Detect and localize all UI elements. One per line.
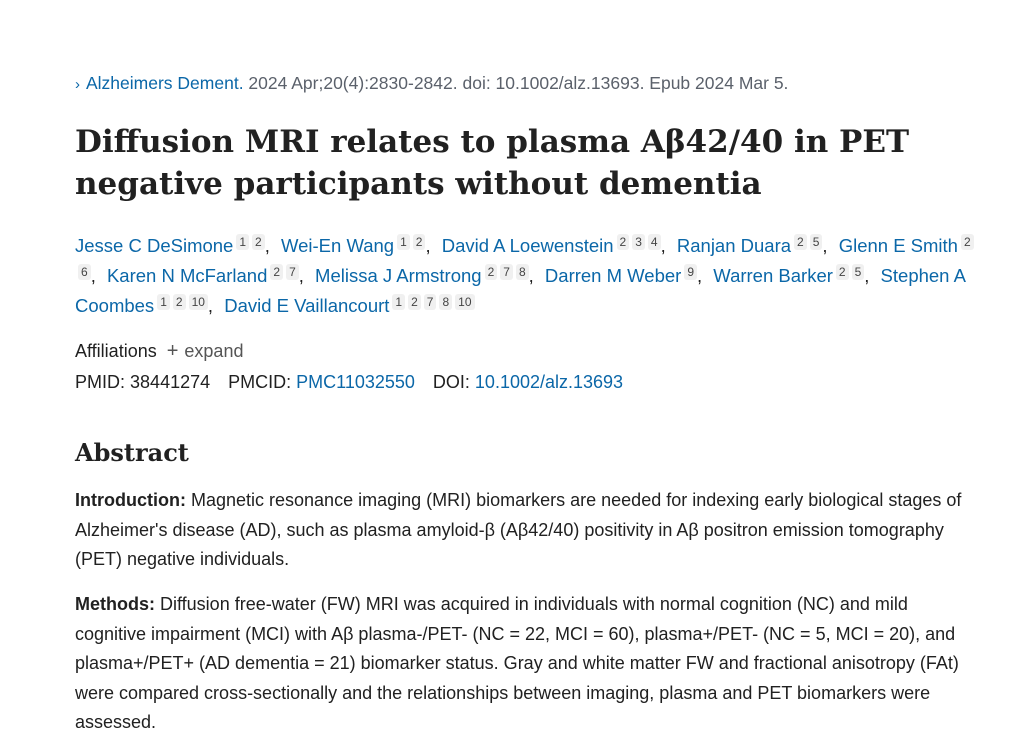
- author-link[interactable]: Darren M Weber: [544, 265, 682, 286]
- abstract-methods: [75, 590, 965, 738]
- expand-toggle[interactable]: expand: [184, 341, 244, 361]
- citation-line: [75, 73, 788, 94]
- author-item: [224, 295, 474, 316]
- introduction-label: Introduction:: [75, 490, 186, 510]
- author-link[interactable]: Stephen A Coombes: [75, 265, 965, 316]
- citation-details: 2024 Apr;20(4):2830-2842. doi: 10.1002/alz.13693. Epub 2024 Mar 5.: [243, 73, 789, 93]
- methods-label: Methods:: [75, 594, 155, 614]
- author-separator: ,: [264, 235, 270, 256]
- author-link[interactable]: Ranjan Duara: [676, 235, 792, 256]
- author-separator: ,: [697, 265, 703, 286]
- identifiers-row: [75, 372, 623, 393]
- affiliations-row[interactable]: [75, 340, 243, 363]
- affiliation-number[interactable]: 2: [270, 264, 283, 280]
- author-link[interactable]: David E Vaillancourt: [224, 295, 390, 316]
- author-item: [442, 235, 672, 256]
- affiliation-number[interactable]: 5: [852, 264, 865, 280]
- abstract-heading: Abstract: [75, 438, 189, 467]
- abstract-introduction: [75, 486, 965, 575]
- affiliation-number[interactable]: 7: [500, 264, 513, 280]
- author-link[interactable]: David A Loewenstein: [441, 235, 614, 256]
- author-separator: ,: [660, 235, 666, 256]
- affiliation-number[interactable]: 2: [794, 234, 807, 250]
- pmcid-link[interactable]: PMC11032550: [296, 372, 415, 392]
- affiliation-number[interactable]: 5: [810, 234, 823, 250]
- affiliation-number[interactable]: 8: [439, 294, 452, 310]
- author-item: [281, 235, 437, 256]
- affiliation-number[interactable]: 2: [961, 234, 974, 250]
- affiliation-number[interactable]: 1: [157, 294, 170, 310]
- author-item: [713, 265, 875, 286]
- author-item: [677, 235, 834, 256]
- article-title: Diffusion MRI relates to plasma Aβ42/40 in PET negative participants without dementia: [75, 124, 910, 202]
- author-separator: ,: [90, 265, 96, 286]
- affiliation-number[interactable]: 2: [408, 294, 421, 310]
- affiliation-number[interactable]: 9: [684, 264, 697, 280]
- introduction-text: Magnetic resonance imaging (MRI) biomarkers are needed for indexing early biological stages of Alzheimer's disease (AD), such as plasma amyloid-β (Aβ42/40) positivity in Aβ positron emission tomography (PET) negative individuals.: [75, 490, 962, 569]
- pmid-value: 38441274: [130, 372, 211, 392]
- author-separator: ,: [425, 235, 431, 256]
- affiliation-number[interactable]: 2: [413, 234, 426, 250]
- affiliation-number[interactable]: 8: [516, 264, 529, 280]
- author-item: [545, 265, 708, 286]
- doi-label: DOI:: [432, 372, 470, 392]
- affiliation-number[interactable]: 7: [424, 294, 437, 310]
- affiliation-number[interactable]: 1: [392, 294, 405, 310]
- affiliation-number[interactable]: 2: [173, 294, 186, 310]
- author-item: [75, 235, 276, 256]
- affiliation-number[interactable]: 10: [455, 294, 474, 310]
- author-separator: ,: [528, 265, 534, 286]
- author-item: [315, 265, 540, 286]
- author-link[interactable]: Glenn E Smith: [838, 235, 958, 256]
- affiliation-number[interactable]: 10: [189, 294, 208, 310]
- author-separator: ,: [207, 295, 214, 316]
- author-separator: ,: [822, 235, 828, 256]
- affiliation-number[interactable]: 2: [836, 264, 849, 280]
- chevron-right-icon[interactable]: ›: [75, 76, 80, 93]
- affiliation-number[interactable]: 1: [236, 234, 249, 250]
- author-separator: ,: [864, 265, 870, 286]
- author-link[interactable]: Warren Barker: [713, 265, 833, 286]
- affiliation-number[interactable]: 1: [397, 234, 410, 250]
- author-link[interactable]: Wei-En Wang: [281, 235, 395, 256]
- author-link[interactable]: Melissa J Armstrong: [315, 265, 482, 286]
- affiliation-number[interactable]: 6: [78, 264, 91, 280]
- pmid-label: PMID:: [75, 372, 126, 392]
- authors-list: [75, 231, 975, 321]
- affiliation-number[interactable]: 3: [632, 234, 645, 250]
- affiliation-number[interactable]: 2: [485, 264, 498, 280]
- plus-icon[interactable]: +: [166, 340, 179, 362]
- author-link[interactable]: Jesse C DeSimone: [75, 235, 234, 256]
- affiliations-label: Affiliations: [75, 341, 157, 361]
- affiliation-number[interactable]: 2: [617, 234, 630, 250]
- affiliation-number[interactable]: 7: [286, 264, 299, 280]
- affiliation-number[interactable]: 2: [252, 234, 265, 250]
- journal-link[interactable]: Alzheimers Dement.: [86, 73, 244, 93]
- methods-text: Diffusion free-water (FW) MRI was acquired in individuals with normal cognition (NC) and mild cognitive impairment (MCI) with Aβ plasma-/PET- (NC = 22, MCI = 60), plasma+/PET- (NC = 5, MCI = 20), and plasma+/PET+ (AD dementia = 21) biomarker status. Gray and white matter FW and fractional anisotropy (FAt) were compared cross-sectionally and the relationships between imaging, plasma and PET biomarkers were assessed.: [75, 594, 959, 732]
- affiliation-number[interactable]: 4: [648, 234, 661, 250]
- pmcid-label: PMCID:: [228, 372, 292, 392]
- author-separator: ,: [298, 265, 304, 286]
- doi-link[interactable]: 10.1002/alz.13693: [474, 372, 624, 392]
- author-link[interactable]: Karen N McFarland: [106, 265, 268, 286]
- author-item: [107, 265, 310, 286]
